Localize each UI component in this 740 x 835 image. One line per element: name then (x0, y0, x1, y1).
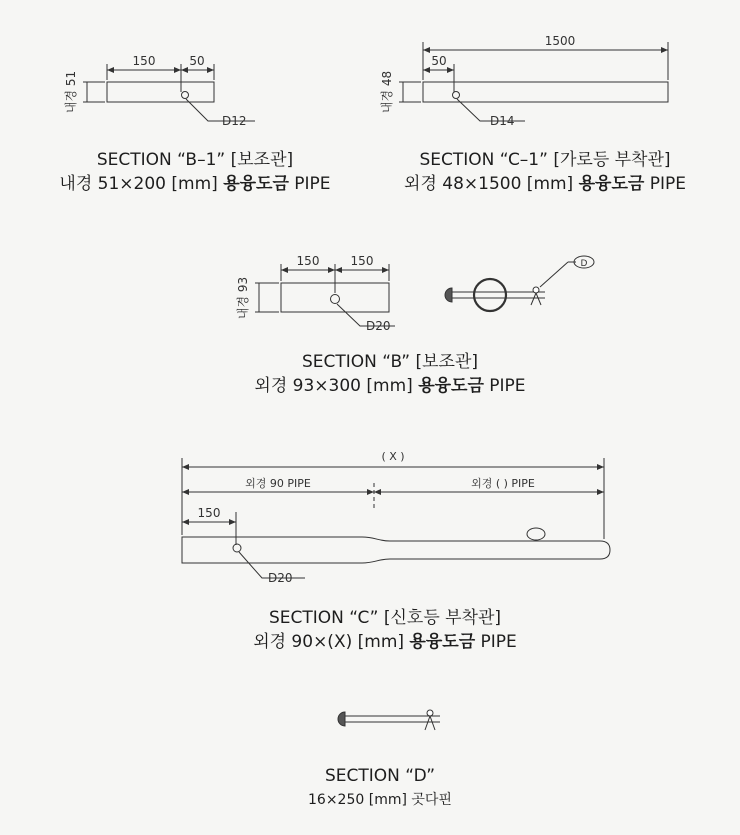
side-dim-label: 내경 93 (236, 276, 250, 320)
section-title: SECTION “D” (324, 766, 436, 786)
dim-1500-label: 1500 (544, 34, 576, 48)
section-d-caption (290, 764, 470, 812)
section-title: SECTION “B–1” [보조관] (96, 150, 294, 170)
dim-150-label: 150 (132, 54, 156, 68)
hole-label: D20 (268, 571, 293, 585)
section-title: SECTION “B” [보조관] (301, 352, 479, 372)
section-b1-caption (30, 148, 360, 196)
part1-label: 외경 90 PIPE (245, 477, 311, 490)
section-c1-caption (370, 148, 720, 196)
section-spec: 외경 90×(X) [mm] 용융도금 PIPE (253, 632, 517, 652)
hole-label: D12 (222, 114, 247, 128)
section-d-drawing (338, 710, 440, 730)
section-title: SECTION “C” [신호등 부착관] (268, 608, 502, 628)
section-spec: 외경 48×1500 [mm] 용융도금 PIPE (404, 174, 686, 194)
section-spec: 내경 51×200 [mm] 용융도금 PIPE (59, 174, 331, 194)
side-dim-label: 내경 48 (380, 70, 394, 114)
hole-label: D14 (490, 114, 515, 128)
dim-50-label: 50 (431, 54, 447, 68)
dim-150-label: 150 (350, 254, 374, 268)
detail-d-callout: D (580, 259, 588, 269)
part2-label: 외경 ( ) PIPE (471, 477, 535, 490)
hole-label: D20 (366, 319, 391, 333)
dim-50-label: 50 (189, 54, 205, 68)
overall-length-label: ( X ) (381, 450, 405, 463)
side-dim-label: 내경 51 (64, 70, 78, 114)
dim-150-label: 150 (197, 506, 221, 520)
section-c-drawing (182, 458, 610, 578)
section-c-caption (230, 606, 540, 654)
section-title: SECTION “C–1” [가로등 부착관] (419, 150, 671, 170)
section-b1-drawing (83, 64, 255, 121)
section-b-cross-section (445, 256, 594, 311)
section-spec: 외경 93×300 [mm] 용융도금 PIPE (254, 376, 526, 396)
dim-150-label: 150 (296, 254, 320, 268)
section-b-caption (250, 350, 530, 398)
section-b-drawing (255, 264, 395, 326)
section-spec: 16×250 [mm] 곳다핀 (308, 792, 452, 808)
